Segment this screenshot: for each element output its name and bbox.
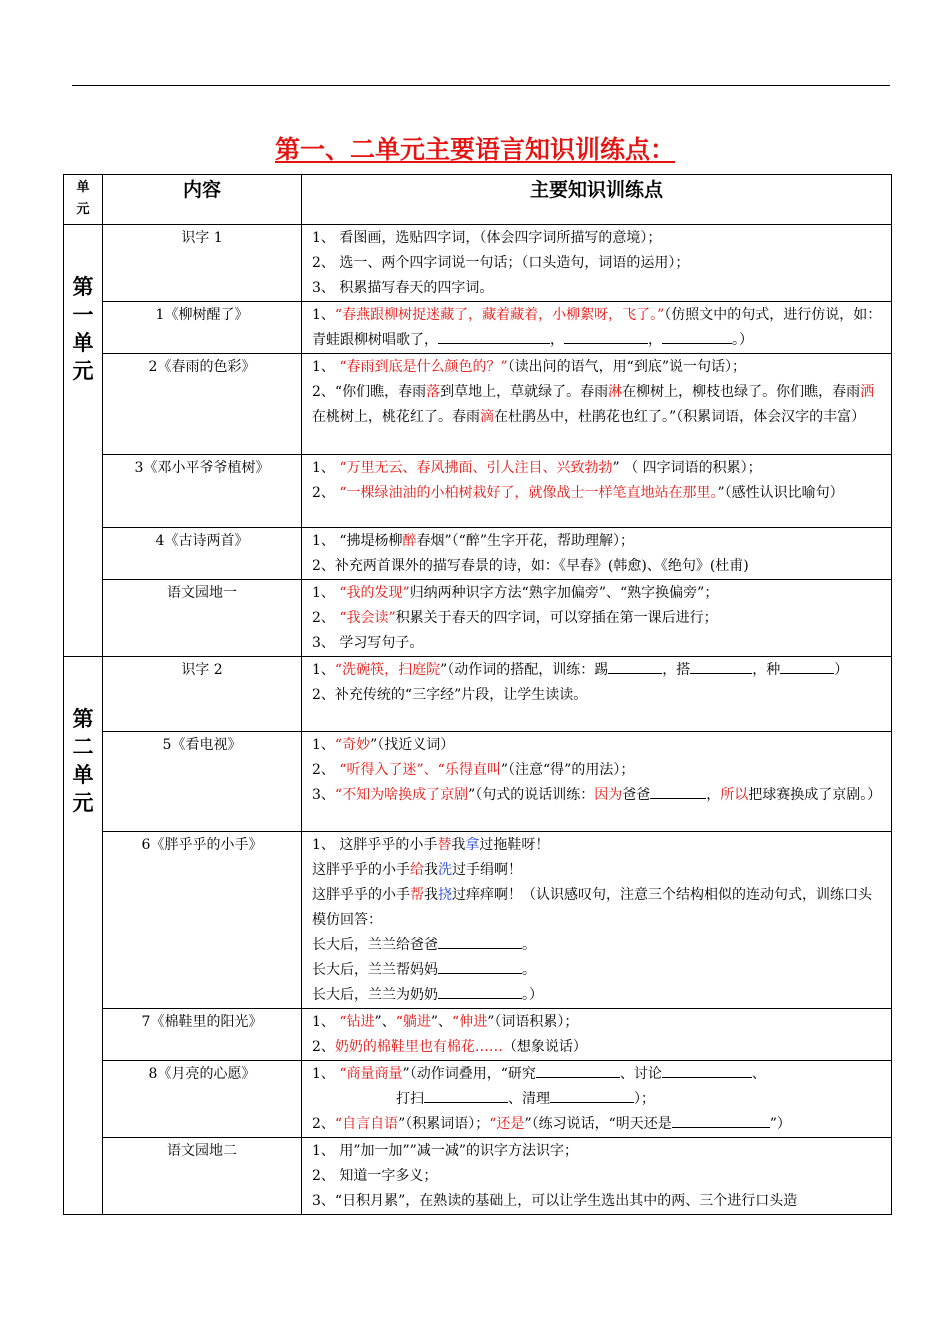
highlight-red-text: “伸进 xyxy=(452,1014,488,1030)
fill-blank xyxy=(438,984,522,999)
unit-label xyxy=(64,657,103,1215)
highlight-red-text: “我会读” xyxy=(339,610,396,626)
point-text: 把球赛换成了京剧。） xyxy=(748,787,882,803)
point-line xyxy=(312,758,885,783)
point-line xyxy=(312,883,885,933)
point-line xyxy=(312,631,885,656)
lesson-name: 4《古诗两首》 xyxy=(103,528,302,580)
point-text: 打扫 xyxy=(396,1091,424,1107)
point-text: 1、 xyxy=(312,359,340,375)
highlight-red-text: “万里无云、春风拂面、引人注目、兴致勃勃 xyxy=(339,460,613,476)
table-row xyxy=(64,455,892,528)
point-line xyxy=(312,529,885,554)
point-line xyxy=(312,554,885,579)
point-text: ”、 xyxy=(374,1014,396,1030)
lesson-name: 1《柳树醒了》 xyxy=(103,302,302,354)
unit-label-char: 第 xyxy=(72,275,94,299)
highlight-red-text: 替 xyxy=(437,837,452,853)
unit-label-char: 第 xyxy=(72,707,94,731)
point-text: 我 xyxy=(424,862,438,878)
point-text: ”、 xyxy=(430,1014,453,1030)
unit-label xyxy=(64,225,103,657)
point-line xyxy=(312,1010,885,1035)
highlight-red-text: “听得入了迷”、“乐得直叫 xyxy=(339,762,501,778)
table-row xyxy=(64,1061,892,1138)
point-line xyxy=(312,1035,885,1060)
point-text: ”（找近义词） xyxy=(370,737,455,753)
highlight-red-text: “一棵绿油油的小柏树栽好了，就像战士一样笔直地站在那里。 xyxy=(339,485,718,501)
training-points xyxy=(302,455,892,528)
point-line xyxy=(312,226,885,251)
point-line xyxy=(312,858,885,883)
point-text: 。 xyxy=(522,937,536,953)
point-line xyxy=(312,251,885,276)
point-text: 归纳两种识字方法“熟字加偏旁”、“熟字换偏旁”； xyxy=(409,585,719,601)
point-text: ”） xyxy=(769,1116,791,1132)
highlight-red-text: “商量商量 xyxy=(339,1066,403,1082)
fill-blank xyxy=(690,659,752,674)
point-line xyxy=(312,456,885,481)
point-text: ， xyxy=(648,332,662,348)
point-text: ”（动作词的搭配，训练：踢 xyxy=(440,662,609,678)
point-text: 1、 xyxy=(312,662,335,678)
fill-blank xyxy=(424,1088,508,1103)
lesson-name: 3《邓小平爷爷植树》 xyxy=(103,455,302,528)
point-text: 1、 “拂堤杨柳 xyxy=(312,533,403,549)
highlight-red-text: 醉 xyxy=(402,533,417,549)
unit-label-char: 单 xyxy=(72,763,94,787)
point-text: 2、补充两首课外的描写春景的诗，如：《早春》(韩愈)、《绝句》(杜甫) xyxy=(312,558,749,574)
training-points xyxy=(302,1138,892,1215)
highlight-red-text: “自言自语 xyxy=(334,1116,399,1132)
lesson-name: 2《春雨的色彩》 xyxy=(103,354,302,455)
training-points xyxy=(302,580,892,657)
lesson-name: 识字 1 xyxy=(103,225,302,302)
point-text: 3、 学习写句子。 xyxy=(312,635,424,651)
table-row xyxy=(64,1138,892,1215)
point-line xyxy=(312,355,885,380)
fill-blank xyxy=(662,1063,752,1078)
point-text: 1、 xyxy=(312,1066,340,1082)
point-text: ”（注意“得”的用法）； xyxy=(500,762,635,778)
highlight-red-text: 因为 xyxy=(594,787,623,803)
table-row xyxy=(64,732,892,832)
point-text: 2、 xyxy=(312,610,340,626)
point-line xyxy=(312,833,885,858)
point-text: ）； xyxy=(634,1091,655,1107)
training-points xyxy=(302,1009,892,1061)
table-row xyxy=(64,354,892,455)
lesson-name: 5《看电视》 xyxy=(103,732,302,832)
point-text: 过痒痒啊！（认识感叹句，注意三个结构相似的连动句式，训练口头模仿回答： xyxy=(312,887,872,928)
point-text: ， xyxy=(706,787,721,803)
table-header-row xyxy=(64,175,892,225)
table-row xyxy=(64,225,892,302)
point-text: 1、 xyxy=(312,1014,340,1030)
highlight-blue-text: 挠 xyxy=(438,887,452,903)
point-line xyxy=(312,933,885,958)
fill-blank xyxy=(662,329,732,344)
point-text: 1、 xyxy=(312,585,340,601)
point-text: 。） xyxy=(522,987,543,1003)
training-points xyxy=(302,302,892,354)
lesson-name: 识字 2 xyxy=(103,657,302,732)
table-row xyxy=(64,657,892,732)
highlight-red-text: “我的发现” xyxy=(339,585,410,601)
point-text: 我 xyxy=(451,837,466,853)
highlight-red-text: 奶奶的棉鞋里也有棉花…… xyxy=(334,1039,503,1055)
unit-label-char: 单 xyxy=(72,331,94,355)
table-row xyxy=(64,528,892,580)
point-line xyxy=(312,1087,885,1112)
unit-label-char: 元 xyxy=(72,359,94,383)
point-line xyxy=(312,783,885,808)
point-text: 在桃树上，桃花红了。春雨 xyxy=(312,409,480,425)
page-title: 第一、二单元主要语言知识训练点： xyxy=(274,135,675,164)
header-unit: 单元 xyxy=(64,175,103,225)
header-points: 主要知识训练点 xyxy=(302,175,892,225)
lesson-name: 7《棉鞋里的阳光》 xyxy=(103,1009,302,1061)
point-text: 2、 xyxy=(312,485,340,501)
point-text: 、 xyxy=(751,1066,766,1082)
training-points xyxy=(302,732,892,832)
fill-blank xyxy=(780,659,826,674)
point-text: ，搭 xyxy=(662,662,691,678)
point-text: ，种 xyxy=(752,662,781,678)
header-content: 内容 xyxy=(103,175,302,225)
point-text: 。 xyxy=(522,962,536,978)
fill-blank xyxy=(550,1088,634,1103)
point-text: （想象说话） xyxy=(502,1039,587,1055)
highlight-red-text: “钻进 xyxy=(339,1014,375,1030)
point-text: 1、 看图画，选贴四字词，（体会四字词所描写的意境）； xyxy=(312,230,662,246)
point-text: 。） xyxy=(732,332,753,348)
fill-blank xyxy=(650,784,706,799)
point-text: 1、 用”加一加””减一减”的识字方法识字； xyxy=(312,1143,578,1159)
highlight-red-text: “还是 xyxy=(489,1116,525,1132)
point-line xyxy=(312,958,885,983)
table-row xyxy=(64,580,892,657)
point-text: 3、“日积月累”，在熟读的基础上，可以让学生选出其中的两、三个进行口头造 xyxy=(312,1193,798,1209)
point-line xyxy=(312,1139,885,1164)
point-text: 、讨论 xyxy=(619,1066,662,1082)
point-text: 长大后，兰兰为奶奶 xyxy=(312,987,438,1003)
point-text: 积累关于春天的四字词，可以穿插在第一课后进行； xyxy=(395,610,718,626)
point-line xyxy=(312,606,885,631)
point-text: 这胖乎乎的小手 xyxy=(312,862,410,878)
fill-blank xyxy=(564,329,648,344)
point-text: 、清理 xyxy=(508,1091,550,1107)
table-row xyxy=(64,302,892,354)
point-text: 春烟”（“醉”生字开花，帮助理解）； xyxy=(416,533,634,549)
point-text: 2、 知道一字多义； xyxy=(312,1168,438,1184)
fill-blank xyxy=(438,329,550,344)
point-text: 1、 xyxy=(312,737,335,753)
point-line xyxy=(312,581,885,606)
highlight-red-text: “春雨到底是什么颜色的？” xyxy=(339,359,508,375)
lesson-name: 语文园地一 xyxy=(103,580,302,657)
point-text: 到草地上，草就绿了。春雨 xyxy=(440,384,609,400)
knowledge-table xyxy=(63,174,892,1215)
highlight-red-text: “奇妙 xyxy=(334,737,371,753)
highlight-red-text: “洗碗筷，扫庭院 xyxy=(334,662,441,678)
point-text: 过手绢啊！ xyxy=(452,862,522,878)
point-text: 长大后，兰兰给爸爸 xyxy=(312,937,438,953)
point-line xyxy=(312,1062,885,1087)
highlight-red-text: 给 xyxy=(410,862,424,878)
fill-blank xyxy=(438,934,522,949)
point-line xyxy=(312,683,885,708)
point-text: 3、 xyxy=(312,787,335,803)
point-text: 1、 xyxy=(312,307,335,323)
highlight-red-text: 淋 xyxy=(608,384,623,400)
highlight-blue-text: 洗 xyxy=(438,862,452,878)
point-text: 我 xyxy=(424,887,438,903)
point-text: ”（练习说话，“明天还是 xyxy=(524,1116,672,1132)
point-text: （读出问的语气，用“到底”说一句话）； xyxy=(507,359,747,375)
fill-blank xyxy=(438,959,522,974)
point-text: ”（词语积累）； xyxy=(487,1014,579,1030)
point-text: 爸爸 xyxy=(622,787,651,803)
point-text: 2、 xyxy=(312,762,340,778)
point-text: 2、补充传统的“三字经”片段，让学生读读。 xyxy=(312,687,588,703)
point-text: ”（句式的说话训练： xyxy=(468,787,595,803)
point-text: ”（动作词叠用，“研究 xyxy=(402,1066,536,1082)
highlight-red-text: “春燕跟柳树捉迷藏了，藏着藏着，小柳絮呀，飞了。” xyxy=(334,307,665,323)
point-line xyxy=(312,658,885,683)
point-text: 长大后，兰兰帮妈妈 xyxy=(312,962,438,978)
point-text: ”（积累词语）； xyxy=(398,1116,490,1132)
lesson-name: 语文园地二 xyxy=(103,1138,302,1215)
point-line xyxy=(312,733,885,758)
highlight-red-text: 所以 xyxy=(720,787,749,803)
highlight-blue-text: 拿 xyxy=(465,837,480,853)
point-line xyxy=(312,380,885,430)
training-points xyxy=(302,1061,892,1138)
lesson-name: 8《月亮的心愿》 xyxy=(103,1061,302,1138)
unit-label-char: 二 xyxy=(72,735,94,759)
header-rule xyxy=(72,85,890,86)
point-text: 这胖乎乎的小手 xyxy=(312,887,410,903)
point-text: 在柳树上，柳枝也绿了。你们瞧，春雨 xyxy=(622,384,861,400)
fill-blank xyxy=(672,1113,770,1128)
lesson-name: 6《胖乎乎的小手》 xyxy=(103,832,302,1009)
point-line xyxy=(312,983,885,1008)
point-line xyxy=(312,481,885,506)
point-line xyxy=(312,1112,885,1137)
unit-label-char: 一 xyxy=(72,303,94,327)
point-text: 过拖鞋呀！ xyxy=(479,837,550,853)
point-line xyxy=(312,1164,885,1189)
point-line xyxy=(312,276,885,301)
fill-blank xyxy=(536,1063,620,1078)
point-text: 2、“你们瞧，春雨 xyxy=(312,384,427,400)
highlight-red-text: 落 xyxy=(426,384,441,400)
point-text: （仿照文中的句式，进行仿说，如：青蛙跟柳树唱歌了， xyxy=(312,307,882,348)
point-text: 1、 xyxy=(312,460,340,476)
point-text: ， xyxy=(550,332,564,348)
highlight-red-text: “躺进 xyxy=(395,1014,431,1030)
highlight-red-text: 洒 xyxy=(860,384,875,400)
unit-label-char: 元 xyxy=(72,791,94,815)
point-text: 1、 这胖乎乎的小手 xyxy=(312,837,438,853)
point-text: 2、 xyxy=(312,1039,335,1055)
point-text: 2、 选一、两个四字词说一句话；（口头造句，词语的运用）； xyxy=(312,255,690,271)
point-text: 在杜鹃丛中，杜鹃花也红了。”（积累词语，体会汉字的丰富） xyxy=(494,409,866,425)
point-line xyxy=(312,1189,885,1214)
point-text: 2、 xyxy=(312,1116,335,1132)
table-row xyxy=(64,1009,892,1061)
training-points xyxy=(302,657,892,732)
training-points xyxy=(302,225,892,302)
highlight-red-text: 帮 xyxy=(410,887,424,903)
training-points xyxy=(302,528,892,580)
point-text: ） xyxy=(834,662,849,678)
point-text: ” （ 四字词语的积累）； xyxy=(612,460,762,476)
point-line xyxy=(312,303,885,353)
point-text: 3、 积累描写春天的四字词。 xyxy=(312,280,494,296)
table-row xyxy=(64,832,892,1009)
training-points xyxy=(302,354,892,455)
highlight-red-text: “不知为啥换成了京剧 xyxy=(334,787,469,803)
training-points xyxy=(302,832,892,1009)
highlight-red-text: 滴 xyxy=(480,409,494,425)
fill-blank xyxy=(608,659,662,674)
point-text: ”（感性认识比喻句） xyxy=(717,485,844,501)
